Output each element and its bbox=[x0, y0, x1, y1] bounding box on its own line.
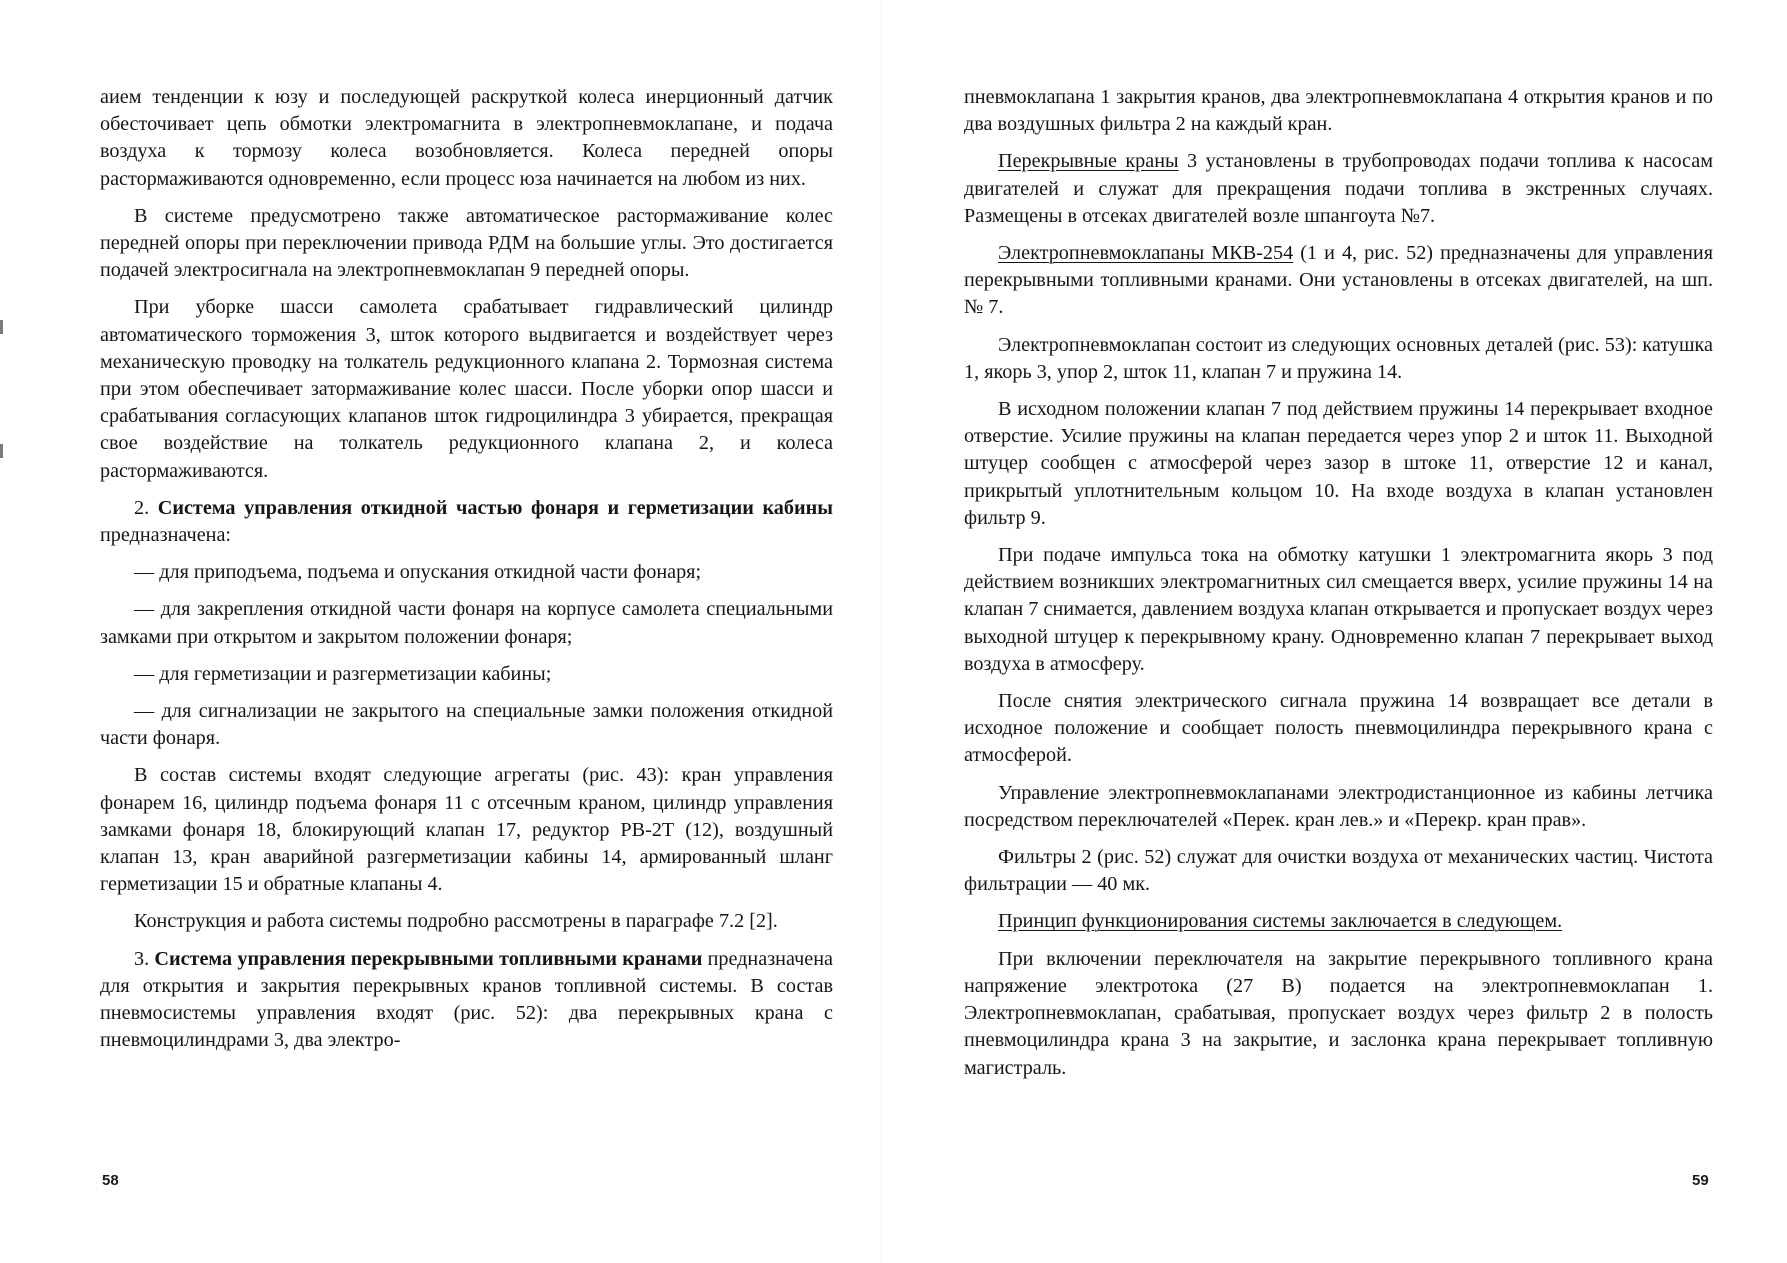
list-item: — для герметизации и разгерметизации кабины; bbox=[134, 662, 552, 685]
paragraph bbox=[964, 908, 1713, 935]
left-page bbox=[100, 84, 833, 1065]
section-text: предназначена для открытия и закрытия перекрывных кранов топливной системы. В состав пневмосистемы управления входят (рис. 52): два перекрывных крана с пневмоцилиндрами 3, два электро- bbox=[100, 947, 834, 1052]
section-number: 2. bbox=[134, 496, 158, 519]
scan-edge-marks bbox=[0, 320, 4, 620]
paragraph: Фильтры 2 (рис. 52) служат для очистки воздуха от механических частиц. Чистота фильтрации — 40 мк. bbox=[964, 846, 1713, 896]
underlined-term: Перекрывные краны bbox=[998, 150, 1179, 173]
paragraph: аием тенденции к юзу и последующей раскруткой колеса инерционный датчик обесточивает цепь обмотки электромагнита в электропневмоклапане, и подача воздуха к тормозу колеса возобновляется. Колеса передней опоры растормаживаются одновременно, если процесс юза начинается на любом из них. bbox=[100, 86, 833, 190]
list-item: — для закрепления откидной части фонаря на корпусе самолета специальными замками при открытом и закрытом положении фонаря; bbox=[100, 598, 833, 648]
section-title: Система управления откидной частью фонаря и герметизации кабины bbox=[157, 496, 834, 519]
paragraph: Конструкция и работа системы подробно рассмотрены в параграфе 7.2 [2]. bbox=[134, 910, 778, 933]
paragraph: При включении переключателя на закрытие перекрывного топливного крана напряжение электротока (27 В) подается на электропневмоклапан 1. Электропневмоклапан, срабатывая, пропускает воздух через фильтр 2 в полость пневмоцилиндра крана 3 на закрытие, и заслонка крана перекрывает топливную магистраль. bbox=[964, 947, 1713, 1079]
section-title: Система управления перекрывными топливными кранами bbox=[154, 947, 703, 970]
page-gutter bbox=[880, 0, 882, 1263]
section-heading-paragraph bbox=[100, 495, 833, 549]
section-number: 3. bbox=[134, 947, 155, 970]
right-page bbox=[964, 84, 1713, 1092]
paragraph: Электропневмоклапан состоит из следующих основных деталей (рис. 53): катушка 1, якорь 3, упор 2, шток 11, клапан 7 и пружина 14. bbox=[964, 333, 1713, 383]
paragraph: При уборке шасси самолета срабатывает гидравлический цилиндр автоматического торможения 3, шток которого выдвигается и воздействует через механическую проводку на толкатель редукционного клапана 2. Тормозная система при этом обеспечивает затормаживание колес шасси. После уборки опор шасси и срабатывания согласующих клапанов шток гидроцилиндра 3 убирается, прекращая свое воздействие на толкатель редукционного клапана 2, и колеса растормаживаются. bbox=[100, 296, 833, 482]
paragraph: В состав системы входят следующие агрегаты (рис. 43): кран управления фонарем 16, цилиндр подъема фонаря 11 с отсечным краном, цилиндр управления замками фонаря 18, блокирующий клапан 17, редуктор РВ-2Т (12), воздушный клапан 13, кран аварийной разгерметизации кабины 14, армированный шланг герметизации 15 и обратные клапаны 4. bbox=[100, 764, 833, 896]
paragraph: пневмоклапана 1 закрытия кранов, два электропневмоклапана 4 открытия кранов и по два воздушных фильтра 2 на каждый кран. bbox=[964, 86, 1713, 136]
paragraph: После снятия электрического сигнала пружина 14 возвращает все детали в исходное положение и сообщает полость пневмоцилиндра перекрывного крана с атмосферой. bbox=[964, 690, 1713, 767]
list-item: — для приподъема, подъема и опускания откидной части фонаря; bbox=[134, 561, 702, 584]
page-number-left: 58 bbox=[102, 1172, 119, 1189]
section-heading-paragraph bbox=[100, 946, 833, 1055]
paragraph bbox=[964, 148, 1713, 230]
paragraph bbox=[964, 240, 1713, 322]
paragraph: В исходном положении клапан 7 под действием пружины 14 перекрывает входное отверстие. Усилие пружины на клапан передается через упор 2 и шток 11. Выходной штуцер сообщен с атмосферой через зазор в штоке 11, отверстие 12 и канал, прикрытый уплотнительным кольцом 10. На входе воздуха в клапан установлен фильтр 9. bbox=[964, 398, 1713, 529]
paragraph-text: 3 установлены в трубопроводах подачи топлива к насосам двигателей и служат для прекращения подачи топлива в экстренных случаях. Размещены в отсеках двигателей возле шпангоута №7. bbox=[964, 150, 1713, 227]
paragraph: В системе предусмотрено также автоматическое растормаживание колес передней опоры при переключении привода РДМ на большие углы. Это достигается подачей электросигнала на электропневмоклапан 9 передней опоры. bbox=[100, 204, 833, 282]
underlined-term: Электропневмоклапаны МКВ-254 bbox=[998, 242, 1294, 265]
paragraph: При подаче импульса тока на обмотку катушки 1 электромагнита якорь 3 под действием возникших электромагнитных сил смещается вверх, усилие пружины 14 на клапан 7 снимается, давлением воздуха клапан открывается и пропускает воздух через выходной штуцер к перекрывному крану. Одновременно клапан 7 перекрывает выход воздуха в атмосферу. bbox=[964, 544, 1713, 675]
underlined-term: Принцип функционирования системы заключается в следующем. bbox=[998, 910, 1563, 933]
paragraph-text: (1 и 4, рис. 52) предназначены для управления перекрывными топливными кранами. Они установлены в отсеках двигателей, на шп. № 7. bbox=[964, 242, 1714, 319]
section-text: предназначена: bbox=[100, 524, 232, 547]
paragraph: Управление электропневмоклапанами электродистанционное из кабины летчика посредством переключателей «Перек. кран лев.» и «Перекр. кран прав». bbox=[964, 781, 1713, 831]
list-item: — для сигнализации не закрытого на специальные замки положения откидной части фонаря. bbox=[100, 700, 833, 750]
page-number-right: 59 bbox=[1692, 1172, 1709, 1189]
